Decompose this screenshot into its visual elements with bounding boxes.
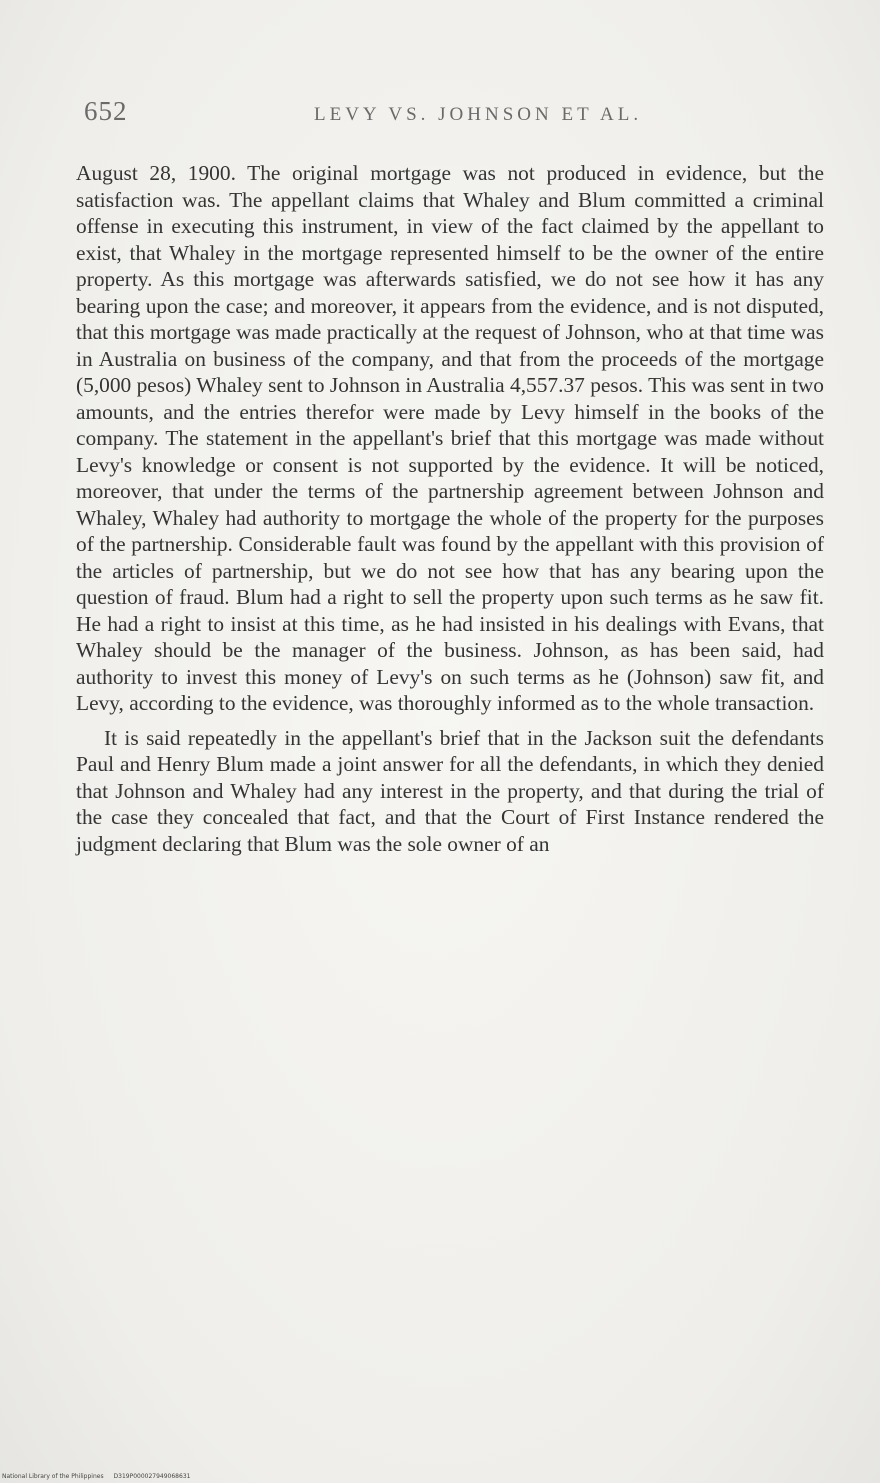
document-id: D319P000027949068631 <box>113 1473 191 1480</box>
scan-footer <box>2 1473 190 1480</box>
library-credit: National Library of the Philippines <box>2 1473 104 1480</box>
page-number: 652 <box>84 96 128 126</box>
body-text <box>76 160 824 857</box>
running-head: LEVY VS. JOHNSON ET AL. <box>314 104 643 125</box>
paragraph-1: August 28, 1900. The original mortgage was not produced in evidence, but the satisfaction was. The appellant claims that Whaley and Blum committed a criminal offense in executing this instrument, in view of the fact claimed by the appellant to exist, that Whaley in the mortgage represented himself to be the owner of the entire property. As this mortgage was afterwards satisfied, we do not see how it has any bearing upon the case; and moreover, it appears from the evidence, and is not disputed, that this mortgage was made practically at the request of Johnson, who at that time was in Australia on business of the company, and that from the proceeds of the mortgage (5,000 pesos) Whaley sent to Johnson in Australia 4,557.37 pesos. This was sent in two amounts, and the entries therefor were made by Levy himself in the books of the company. The statement in the appellant's brief that this mortgage was made without Levy's knowledge or consent is not supported by the evidence. It will be noticed, moreover, that under the terms of the partnership agreement between Johnson and Whaley, Whaley had authority to mortgage the whole of the property for the purposes of the partnership. Considerable fault was found by the appellant with this provision of the articles of partnership, but we do not see how that has any bearing upon the question of fraud. Blum had a right to sell the property upon such terms as he saw fit. He had a right to insist at this time, as he had insisted in his dealings with Evans, that Whaley should be the manager of the business. Johnson, as has been said, had authority to invest this money of Levy's on such terms as he (Johnson) saw fit, and Levy, according to the evidence, was thoroughly informed as to the whole transaction. <box>76 161 824 715</box>
paragraph-2: It is said repeatedly in the appellant's brief that in the Jackson suit the defendants Paul and Henry Blum made a joint answer for all the defendants, in which they denied that Johnson and Whaley had any interest in the property, and that during the trial of the case they concealed that fact, and that the Court of First Instance rendered the judgment declaring that Blum was the sole owner of an <box>76 725 824 856</box>
page-header <box>84 96 824 136</box>
